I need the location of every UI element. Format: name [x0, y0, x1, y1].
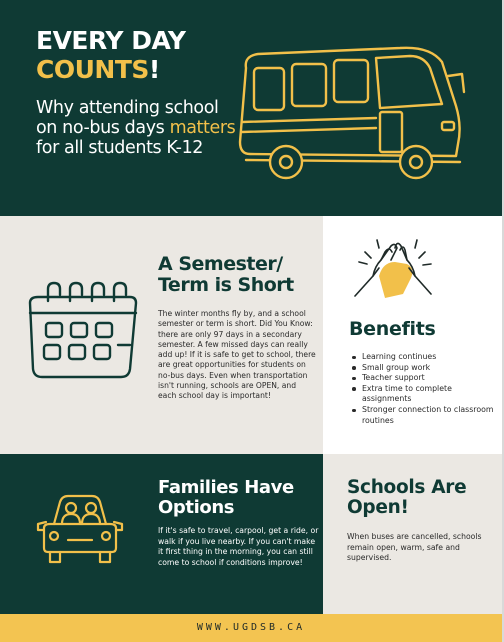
list-item: Stronger connection to classroom routines	[351, 405, 501, 426]
families-body: If it's safe to travel, carpool, get a ride, or walk if you live nearby. If you can't make it first thing in the morning, you can still come to school if conditions improve!	[158, 526, 319, 567]
benefits-section	[323, 216, 502, 454]
title-exclaim: !	[148, 55, 160, 84]
subtitle-post: for all students K-12	[36, 138, 204, 158]
schools-open-section	[323, 454, 502, 614]
list-item: Teacher support	[351, 373, 501, 384]
bus-icon	[230, 38, 470, 188]
header-section	[0, 0, 502, 216]
car-icon	[36, 492, 124, 566]
semester-title: A Semester/ Term is Short	[158, 253, 294, 296]
footer-bar	[0, 614, 502, 642]
benefits-list	[351, 352, 501, 426]
footer-url[interactable]: WWW.UGDSB.CA	[196, 622, 306, 633]
list-item: Learning continues	[351, 352, 501, 363]
semester-section	[0, 216, 323, 454]
high-five-icon	[345, 232, 437, 302]
schools-open-body: When buses are cancelled, schools remain open, warm, safe and supervised.	[347, 532, 482, 562]
title-line-1: EVERY DAY	[36, 26, 186, 55]
benefits-title: Benefits	[349, 318, 436, 340]
subtitle-highlight: matters	[169, 118, 236, 138]
subtitle-pre: Why attending school on no-bus days	[36, 98, 219, 138]
families-section	[0, 454, 323, 614]
families-title: Families Have Options	[158, 477, 294, 518]
title-counts: COUNTS	[36, 55, 149, 84]
calendar-icon	[26, 279, 142, 383]
main-title	[36, 26, 186, 84]
list-item: Extra time to complete assignments	[351, 384, 501, 405]
subtitle	[36, 98, 236, 158]
list-item: Small group work	[351, 363, 501, 374]
title-line-2	[36, 55, 186, 84]
schools-open-title: Schools Are Open!	[347, 477, 467, 518]
semester-body: The winter months fly by, and a school semester or term is short. Did You Know: there are only 97 days in a secondary semester. A few missed days can really add up! If it is safe to get to school, there are great opportunities for students on no-bus days. Even when transportation isn't running, schools are OPEN, and each school day is important!	[158, 309, 316, 401]
